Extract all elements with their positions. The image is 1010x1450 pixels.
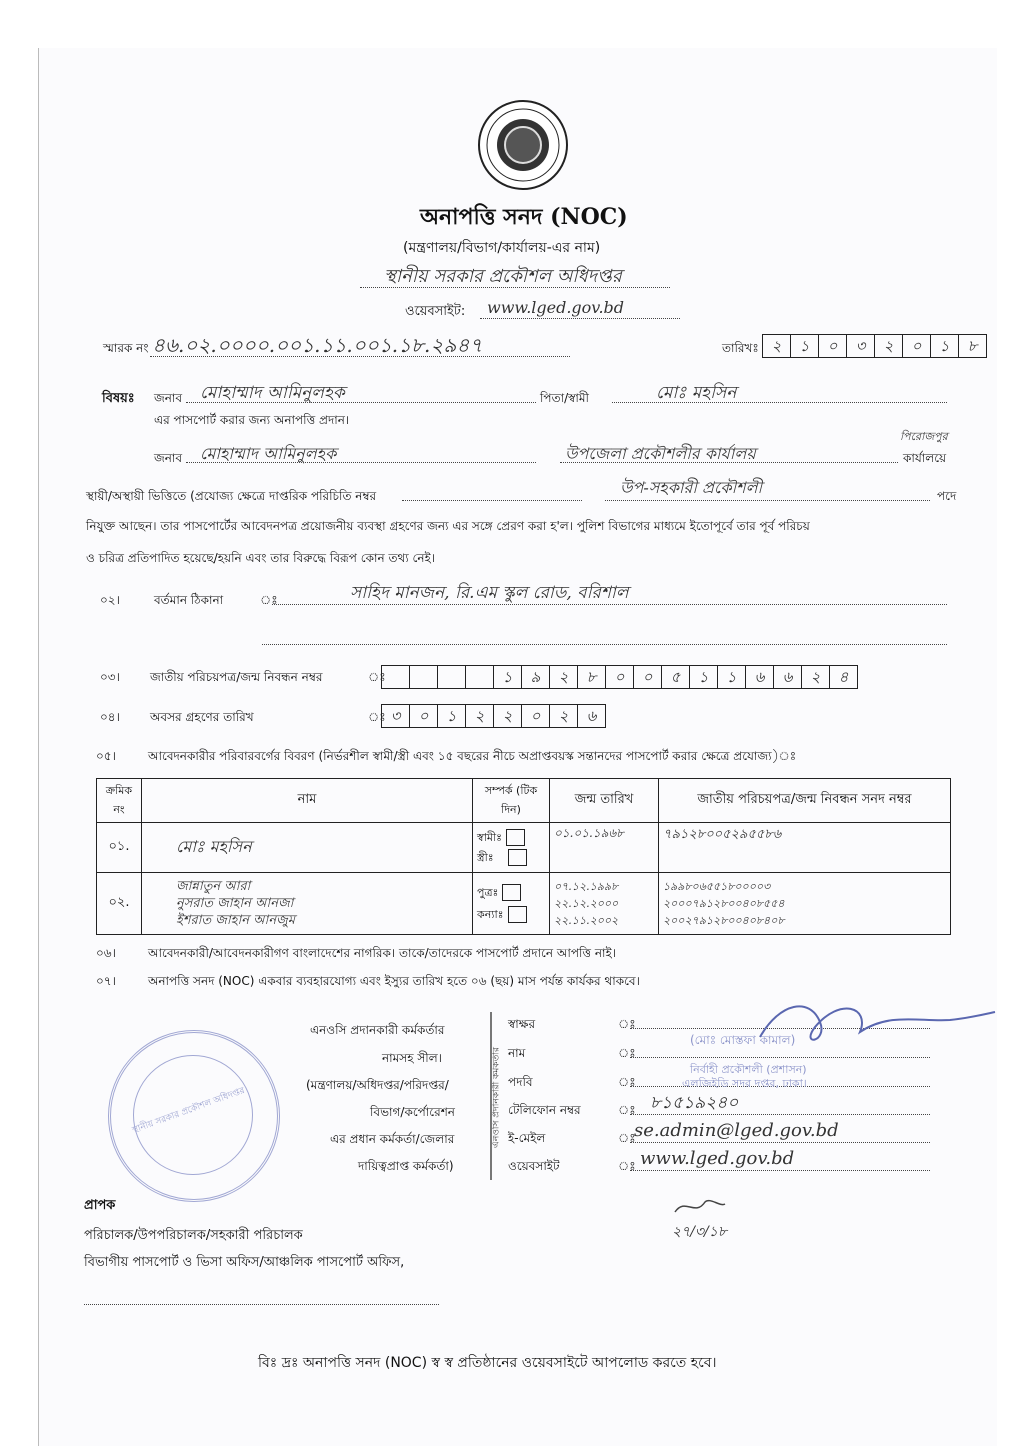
item-07-number: ০৭। — [96, 974, 116, 988]
th-nid: জাতীয় পরিচয়পত্র/জন্ম নিবন্ধন সনদ নম্বর — [659, 779, 951, 823]
th-name: নাম — [142, 779, 473, 823]
row2-dob-3: ২২.১১.২০০২ — [554, 914, 619, 927]
memo-label: স্মারক নং — [103, 341, 149, 355]
body-janab: জনাব — [154, 451, 183, 465]
son-checkbox[interactable] — [502, 884, 521, 901]
husband-checkbox[interactable] — [506, 829, 525, 846]
family-table — [96, 778, 951, 935]
date-label: তারিখঃ — [722, 341, 759, 355]
daughter-checkbox[interactable] — [508, 906, 527, 923]
date-boxes: ২ ১ ০ ৩ ২ ০ ১ ৮ — [762, 334, 986, 358]
nid-label: জাতীয় পরিচয়পত্র/জন্ম নিবন্ধন নম্বর — [150, 670, 323, 684]
issuer-line-6: দায়িত্বপ্রাপ্ত কর্মকর্তা) — [358, 1159, 454, 1173]
colon: ঃ — [618, 1103, 636, 1117]
applicant-name: মোহাম্মাদ আমিনুলহক — [200, 383, 345, 403]
field-label-phone: টেলিফোন নম্বর — [508, 1103, 581, 1117]
seal-text: স্থানীয় সরকার প্রকৌশল অধিদপ্তর — [131, 1085, 247, 1136]
body-name: মোহাম্মাদ আমিনুলহক — [200, 444, 337, 463]
memo-number: ৪৬.০২.০০০০.০০১.১১.০০১.১৮.২৯৪৭ — [152, 333, 483, 357]
rel-husband: স্বামীঃ — [477, 830, 503, 844]
table-row — [97, 873, 951, 935]
row2-dob-2: ২২.১২.২০০০ — [554, 897, 619, 910]
table-header-row — [97, 779, 951, 823]
father-label: পিতা/স্বামী — [540, 391, 589, 405]
recipient-label: প্রাপক — [84, 1198, 116, 1213]
th-dob: জন্ম তারিখ — [550, 779, 659, 823]
para1: নিযুক্ত আছেন। তার পাসপোর্টের আবেদনপত্র প্রয়োজনীয় ব্যবস্থা গ্রহণের জন্য এর সঙ্গে প্রেরণ করা হ'ল। পুলিশ বিভাগের মাধ্যমে ইতোপূর্বে তার পূর্ব পরিচয় — [86, 519, 810, 533]
body-office-place: পিরোজপুর — [900, 430, 948, 443]
item-03-number: ০৩। — [100, 670, 120, 684]
colon: ঃ — [618, 1075, 636, 1089]
office-seal — [108, 1030, 280, 1202]
post-value: উপ-সহকারী প্রকৌশলী — [620, 478, 763, 497]
field-value-website: www.lged.gov.bd — [640, 1148, 795, 1169]
recipient-line-1: পরিচালক/উপপরিচালক/সহকারী পরিচালক — [84, 1228, 303, 1243]
post-suffix: পদে — [937, 489, 957, 503]
issuer-line-5: এর প্রধান কর্মকর্তা/জেলার — [330, 1132, 455, 1146]
th-relation: সম্পর্ক (টিক দিন) — [473, 779, 550, 823]
address-value: সাহিদ মানজন, রি.এম স্কুল রোড, বরিশাল — [350, 583, 629, 603]
subject-janab: জনাব — [154, 391, 183, 405]
row2-name-3: ইশরাত জাহান আনজুম — [176, 913, 295, 928]
colon: ঃ — [618, 1131, 636, 1145]
rel-daughter: কন্যাঃ — [477, 907, 504, 921]
row2-serial: ০২. — [97, 873, 142, 935]
row1-nid: ৭৯১২৮০০৫২৯৫৫৮৬ — [663, 827, 782, 842]
field-value-phone: ৮১৫১৯২৪০ — [650, 1093, 739, 1113]
website-value: www.lged.gov.bd — [487, 298, 625, 317]
stamp-office-line: এলজিইডি সদর দপ্তর, ঢাকা। — [682, 1077, 807, 1090]
body-office: উপজেলা প্রকৌশলীর কার্যালয় — [565, 444, 756, 463]
row1-name: মোঃ মহসিন — [176, 837, 252, 856]
item-04-number: ০৪। — [100, 710, 120, 724]
field-value-name: (মোঃ মোস্তফা কামাল) — [690, 1033, 796, 1047]
para2: ও চরিত্র প্রতিপাদিত হয়েছে/হয়নি এবং তার বিরুদ্ধে বিরূপ কোন তথ্য নেই। — [86, 551, 436, 565]
nid-colon: ঃ — [368, 670, 386, 684]
family-label: আবেদনকারীর পরিবারবর্গের বিবরণ (নির্ভরশীল স্বামী/স্ত্রী এবং ১৫ বছরের নীচে অপ্রাপ্তবয়স্ক সন্তানদের পাসপোর্ট করার ক্ষেত্রে প্রযোজ্য)ঃ — [148, 749, 797, 763]
wife-checkbox[interactable] — [508, 849, 527, 866]
colon: ঃ — [618, 1017, 636, 1031]
address-colon: ঃ — [260, 593, 278, 607]
rel-wife: স্ত্রীঃ — [477, 850, 494, 864]
retire-label: অবসর গ্রহণের তারিখ — [150, 710, 254, 724]
father-name: মোঃ মহসিন — [656, 383, 737, 403]
website-label: ওয়েবসাইট: — [405, 304, 466, 319]
field-label-name: নাম — [508, 1046, 526, 1060]
field-value-email: se.admin@lged.gov.bd — [634, 1120, 839, 1141]
post-line-prefix: স্থায়ী/অস্থায়ী ভিত্তিতে (প্রযোজ্য ক্ষেত্রে দাপ্তরিক পরিচিতি নম্বর — [86, 489, 377, 503]
field-label-email: ই-মেইল — [508, 1131, 546, 1145]
row2-nid-1: ১৯৯৮০৬৫৫১৮০০০০৩ — [663, 880, 771, 893]
colon: ঃ — [618, 1046, 636, 1060]
field-label-website: ওয়েবসাইট — [508, 1159, 560, 1173]
issuer-line-1: এনওসি প্রদানকারী কর্মকর্তার — [310, 1023, 445, 1037]
subject-label: বিষয়ঃ — [102, 391, 135, 406]
row2-nid-2: ২০০০৭৯১২৮০০৪০৮৫৫৪ — [663, 897, 785, 910]
vertical-label: এনওসি প্রদানকারী কর্মকর্তার — [491, 1047, 502, 1148]
footer-note: বিঃ দ্রঃ অনাপত্তি সনদ (NOC) স্ব স্ব প্রতিষ্ঠানের ওয়েবসাইটে আপলোড করতে হবে। — [258, 1355, 717, 1371]
office-name: স্থানীয় সরকার প্রকৌশল অধিদপ্তর — [384, 266, 622, 287]
citizen-text: আবেদনকারী/আবেদনকারীগণ বাংলাদেশের নাগরিক। তাকে/তাদেরকে পাসপোর্ট প্রদানে আপত্তি নাই। — [148, 946, 617, 960]
issuer-line-4: বিভাগ/কর্পোরেশন — [370, 1105, 455, 1119]
item-05-number: ০৫। — [96, 749, 116, 763]
nid-boxes: ১ ৯ ২ ৮ ০ ০ ৫ ১ ১ ৬ ৬ ২ ৪ — [381, 665, 857, 689]
row2-dob-1: ০৭.১২.১৯৯৮ — [554, 880, 619, 893]
recipient-line-2: বিভাগীয় পাসপোর্ট ও ভিসা অফিস/আঞ্চলিক পাসপোর্ট অফিস, — [84, 1255, 405, 1270]
government-emblem — [478, 100, 568, 190]
row1-serial: ০১. — [97, 823, 142, 873]
retire-boxes: ৩ ০ ১ ২ ২ ০ ২ ৬ — [381, 704, 605, 728]
field-label-signature: স্বাক্ষর — [508, 1017, 536, 1031]
handwritten-signature — [720, 992, 1000, 1052]
issuer-line-3: (মন্ত্রণালয়/অধিদপ্তর/পরিদপ্তর/ — [306, 1078, 449, 1092]
row1-dob: ০১.০১.১৯৬৮ — [554, 826, 624, 840]
item-02-number: ০২। — [100, 593, 120, 607]
field-value-designation: নির্বাহী প্রকৌশলী (প্রশাসন) — [690, 1063, 807, 1076]
table-row — [97, 823, 951, 873]
row2-nid-3: ২০০২৭৯১২৮০০৪০৮৪০৮ — [663, 914, 785, 927]
address-label: বর্তমান ঠিকানা — [154, 593, 224, 607]
row2-name-1: জান্নাতুন আরা — [176, 879, 251, 894]
initial-mark — [670, 1192, 730, 1222]
body-office-suffix: কার্যালয়ে — [903, 451, 947, 465]
colon: ঃ — [618, 1159, 636, 1173]
item-06-number: ০৬। — [96, 946, 116, 960]
validity-text: অনাপত্তি সনদ (NOC) একবার ব্যবহারযোগ্য এবং ইস্যুর তারিখ হতে ০৬ (ছয়) মাস পর্যন্ত কার্যকর থাকবে। — [148, 974, 640, 988]
subject-line2: এর পাসপোর্ট করার জন্য অনাপত্তি প্রদান। — [154, 413, 350, 427]
row2-name-2: নুসরাত জাহান আনজা — [176, 896, 294, 911]
initial-date: ২৭/৩/১৮ — [672, 1224, 727, 1240]
retire-colon: ঃ — [368, 710, 386, 724]
page-title: অনাপত্তি সনদ (NOC) — [420, 204, 628, 230]
field-label-designation: পদবি — [508, 1075, 533, 1089]
th-serial: ক্রমিক নং — [97, 779, 142, 823]
rel-son: পুত্রঃ — [477, 885, 499, 899]
page-subtitle: (মন্ত্রণালয়/বিভাগ/কার্যালয়-এর নাম) — [403, 240, 601, 256]
issuer-line-2: নামসহ সীল। — [382, 1051, 442, 1065]
